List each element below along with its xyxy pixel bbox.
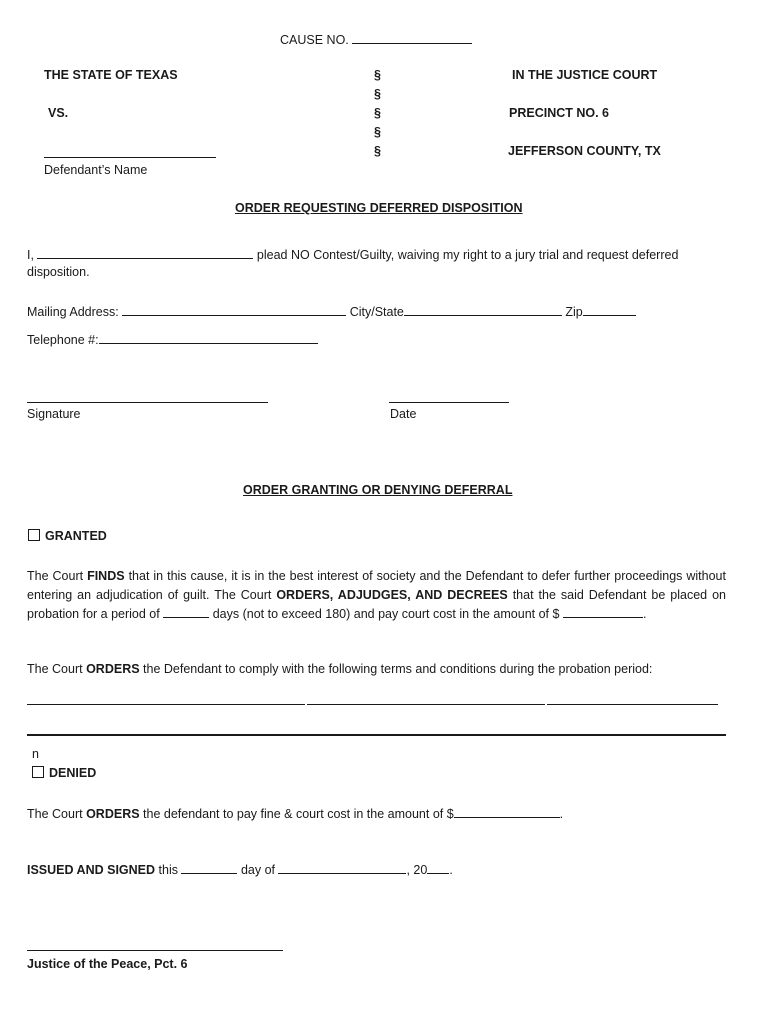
- versus-label: VS.: [48, 106, 69, 120]
- section-symbol: §: [374, 125, 381, 139]
- city-state-field[interactable]: [404, 303, 562, 316]
- state-of-texas: THE STATE OF TEXAS: [44, 68, 178, 82]
- order-title: ORDER GRANTING OR DENYING DEFERRAL: [243, 483, 513, 497]
- request-title: ORDER REQUESTING DEFERRED DISPOSITION: [235, 201, 523, 215]
- section-symbol: §: [374, 144, 381, 158]
- defendant-name-label: Defendant’s Name: [44, 163, 148, 177]
- cause-number: CAUSE NO.: [280, 31, 472, 47]
- fine-amount-field[interactable]: [454, 805, 560, 818]
- judge-signature-line[interactable]: [27, 950, 283, 951]
- court-name: IN THE JUSTICE COURT: [512, 68, 658, 82]
- denied-option[interactable]: DENIED: [32, 766, 96, 780]
- stray-character: n: [32, 747, 39, 761]
- date-line[interactable]: [389, 402, 509, 403]
- defendant-name-line[interactable]: [44, 157, 216, 158]
- mailing-address-row: Mailing Address: City/State Zip: [27, 303, 636, 319]
- plea-name-field[interactable]: [37, 246, 253, 259]
- cause-number-field[interactable]: [352, 31, 472, 44]
- terms-paragraph: The Court ORDERS the Defendant to comply with the following terms and conditions during the probation period:: [27, 662, 653, 676]
- county-name: JEFFERSON COUNTY, TX: [508, 144, 661, 158]
- denied-paragraph: The Court ORDERS the defendant to pay fine & court cost in the amount of $ .: [27, 807, 564, 821]
- denied-checkbox[interactable]: [32, 766, 44, 778]
- telephone-row: Telephone #:: [27, 331, 318, 347]
- signature-line[interactable]: [27, 402, 268, 403]
- signature-label: Signature: [27, 407, 81, 421]
- granted-checkbox[interactable]: [28, 529, 40, 541]
- issued-day-field[interactable]: [181, 861, 237, 874]
- probation-days-field[interactable]: [163, 605, 209, 618]
- plea-line: I, plead NO Contest/Guilty, waiving my right to a jury trial and request deferred: [27, 248, 679, 262]
- section-symbol: §: [374, 68, 381, 82]
- justice-of-peace-label: Justice of the Peace, Pct. 6: [27, 957, 188, 971]
- plea-line-continued: disposition.: [27, 265, 90, 279]
- issued-signed-row: ISSUED AND SIGNED this day of , 20 .: [27, 863, 453, 877]
- court-cost-field[interactable]: [563, 605, 643, 618]
- zip-field[interactable]: [583, 303, 636, 316]
- issued-year-field[interactable]: [427, 861, 449, 874]
- section-divider: [27, 734, 726, 736]
- terms-line[interactable]: [547, 704, 718, 705]
- terms-line[interactable]: [307, 704, 545, 705]
- telephone-field[interactable]: [99, 331, 318, 344]
- date-label: Date: [390, 407, 417, 421]
- precinct-number: PRECINCT NO. 6: [509, 106, 610, 120]
- issued-month-field[interactable]: [278, 861, 406, 874]
- section-symbol: §: [374, 106, 381, 120]
- section-symbol: §: [374, 87, 381, 101]
- granted-option[interactable]: GRANTED: [28, 529, 107, 543]
- mailing-address-field[interactable]: [122, 303, 346, 316]
- granted-paragraph: The Court FINDS that in this cause, it is in the best interest of society and the Defendant to defer further proceedings without entering an adjudication of guilt. The Court ORDERS, ADJUDGES, AND DECREES that the said Defendant be placed on probation for a period of days (not to exceed 180) and pay court cost in the amount of $ .: [27, 569, 727, 621]
- terms-line[interactable]: [27, 704, 305, 705]
